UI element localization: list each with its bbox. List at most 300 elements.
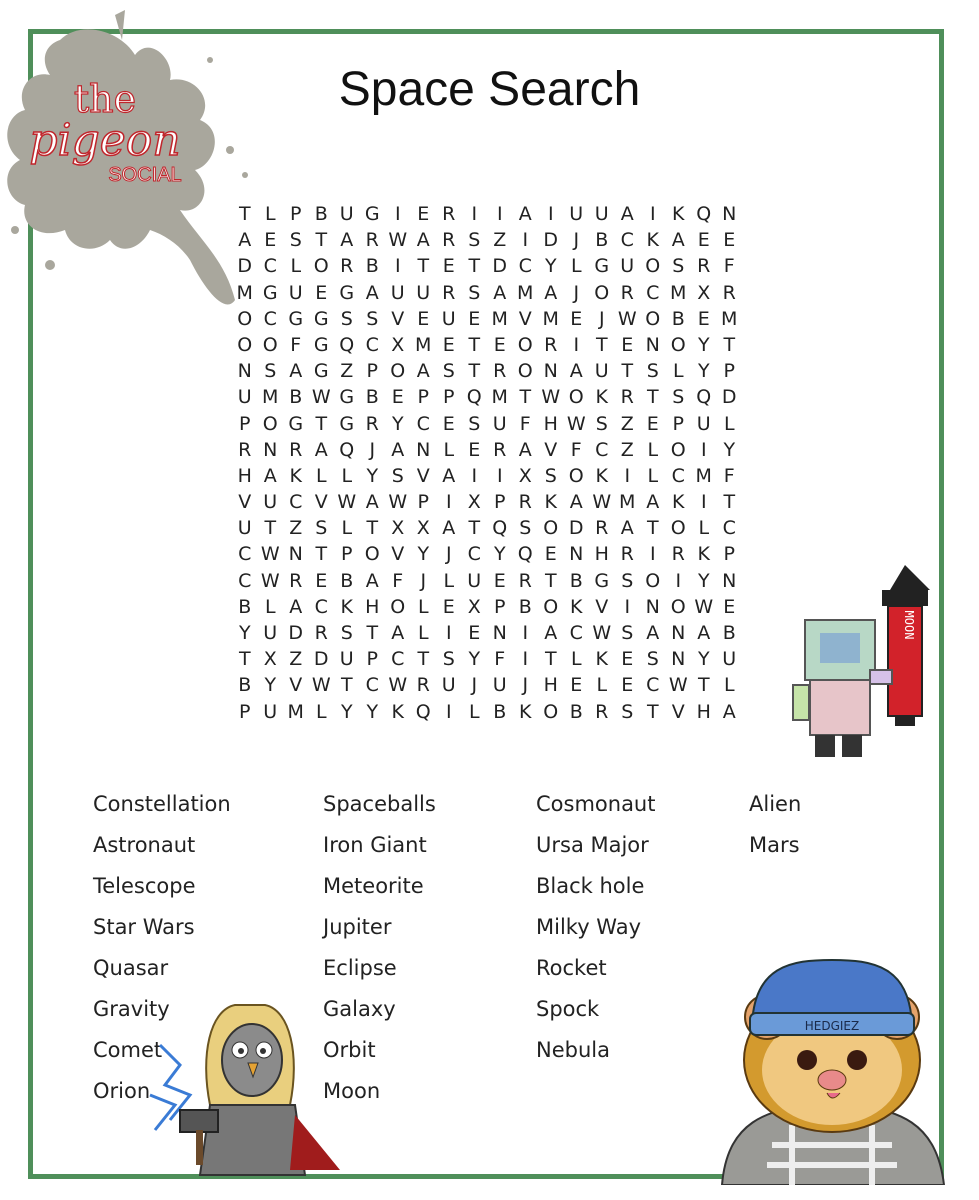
grid-letter: P	[494, 491, 506, 514]
grid-letter: P	[290, 203, 302, 225]
grid-letter: A	[518, 438, 532, 461]
grid-letter: X	[391, 517, 405, 540]
grid-letter: E	[723, 229, 736, 252]
grid-letter: O	[670, 517, 686, 540]
grid-letter: E	[544, 543, 557, 566]
grid-letter: S	[595, 412, 608, 435]
grid-letter: E	[570, 307, 583, 330]
grid-letter: T	[723, 491, 736, 514]
grid-letter: M	[619, 491, 636, 514]
grid-letter: W	[592, 622, 612, 644]
grid-letter: H	[365, 595, 380, 618]
grid-letter: F	[519, 412, 531, 435]
grid-letter: X	[391, 333, 405, 356]
grid-row	[232, 646, 742, 672]
grid-letter: A	[544, 622, 558, 644]
grid-letter: O	[517, 360, 533, 383]
grid-letter: U	[620, 255, 635, 278]
grid-letter: Q	[696, 203, 712, 225]
grid-letter: A	[569, 491, 583, 514]
grid-letter: K	[595, 464, 608, 487]
grid-letter: C	[314, 595, 328, 618]
search-word: Ursa Major	[536, 833, 649, 857]
grid-letter: Y	[238, 622, 251, 644]
grid-letter: T	[315, 412, 328, 435]
grid-letter: O	[364, 543, 380, 566]
grid-letter: R	[620, 386, 634, 409]
grid-letter: Y	[366, 464, 379, 487]
grid-letter: I	[496, 464, 503, 487]
grid-letter: R	[289, 438, 303, 461]
grid-letter: N	[543, 360, 558, 383]
grid-letter: U	[696, 412, 711, 435]
grid-letter: M	[721, 307, 738, 330]
grid-letter: S	[544, 464, 557, 487]
grid-row	[232, 568, 742, 594]
grid-letter: I	[649, 203, 656, 225]
grid-letter: E	[468, 307, 481, 330]
grid-letter: U	[237, 517, 252, 540]
grid-letter: J	[598, 307, 605, 330]
grid-letter: C	[595, 438, 609, 461]
grid-letter: S	[519, 517, 532, 540]
grid-letter: P	[341, 543, 353, 566]
grid-letter: K	[595, 386, 608, 409]
grid-letter: L	[264, 595, 276, 618]
grid-letter: Y	[264, 674, 277, 697]
grid-letter: L	[443, 569, 455, 592]
grid-letter: C	[263, 307, 277, 330]
grid-letter: T	[417, 648, 430, 671]
grid-letter: Z	[340, 360, 354, 383]
grid-letter: J	[420, 569, 427, 592]
grid-letter: I	[675, 569, 682, 592]
grid-letter: Y	[493, 543, 506, 566]
grid-letter: P	[672, 412, 684, 435]
grid-letter: A	[544, 281, 558, 304]
grid-letter: Q	[339, 333, 355, 356]
search-word: Jupiter	[323, 915, 392, 939]
grid-letter: J	[471, 674, 478, 697]
search-word: Nebula	[536, 1038, 610, 1062]
astronaut-rocket-sticker	[790, 565, 940, 765]
grid-letter: U	[263, 700, 278, 723]
grid-letter: P	[494, 595, 506, 618]
grid-letter: L	[417, 595, 429, 618]
grid-letter: R	[620, 543, 634, 566]
grid-letter: X	[416, 517, 430, 540]
grid-letter: V	[595, 595, 609, 618]
grid-letter: N	[645, 333, 660, 356]
grid-letter: N	[645, 595, 660, 618]
grid-letter: B	[365, 386, 379, 409]
grid-letter: M	[262, 386, 279, 409]
grid-letter: N	[722, 203, 737, 225]
grid-letter: W	[668, 674, 688, 697]
grid-letter: E	[442, 333, 455, 356]
grid-letter: V	[518, 307, 532, 330]
grid-letter: Y	[723, 438, 736, 461]
search-word: Constellation	[93, 792, 231, 816]
grid-letter: R	[365, 229, 379, 252]
grid-letter: T	[366, 517, 379, 540]
grid-letter: A	[493, 281, 507, 304]
grid-letter: D	[288, 622, 304, 644]
grid-letter: L	[672, 360, 684, 383]
grid-letter: T	[544, 648, 557, 671]
grid-letter: S	[468, 229, 481, 252]
grid-letter: T	[646, 517, 659, 540]
grid-letter: A	[263, 464, 277, 487]
grid-letter: A	[442, 517, 456, 540]
grid-letter: Y	[468, 648, 481, 671]
thor-pigeon-sticker	[140, 985, 350, 1180]
grid-letter: L	[647, 464, 659, 487]
grid-letter: P	[443, 386, 455, 409]
grid-letter: U	[416, 281, 431, 304]
grid-letter: E	[264, 229, 277, 252]
grid-letter: W	[388, 229, 408, 252]
grid-letter: S	[264, 360, 277, 383]
grid-letter: U	[339, 648, 354, 671]
grid-letter: I	[445, 491, 452, 514]
grid-row	[232, 489, 742, 515]
grid-letter: P	[366, 648, 378, 671]
grid-letter: A	[365, 491, 379, 514]
search-word: Galaxy	[323, 997, 396, 1021]
grid-letter: V	[416, 464, 430, 487]
grid-letter: P	[239, 700, 251, 723]
grid-letter: F	[723, 464, 735, 487]
grid-letter: U	[467, 569, 482, 592]
grid-letter: O	[543, 595, 559, 618]
grid-letter: U	[237, 386, 252, 409]
grid-letter: D	[492, 255, 508, 278]
grid-letter: D	[568, 517, 584, 540]
grid-letter: V	[671, 700, 685, 723]
grid-letter: A	[289, 595, 303, 618]
grid-letter: W	[592, 491, 612, 514]
grid-letter: W	[617, 307, 637, 330]
grid-letter: J	[573, 229, 580, 252]
grid-letter: L	[417, 622, 429, 644]
grid-letter: R	[595, 700, 609, 723]
grid-letter: I	[649, 543, 656, 566]
grid-letter: I	[445, 700, 452, 723]
grid-letter: S	[646, 648, 659, 671]
search-word: Orion	[93, 1079, 151, 1103]
grid-letter: V	[544, 438, 558, 461]
grid-letter: C	[722, 517, 736, 540]
grid-letter: B	[314, 203, 328, 225]
grid-letter: T	[646, 386, 659, 409]
grid-letter: S	[442, 360, 455, 383]
grid-row	[232, 280, 742, 306]
grid-letter: N	[671, 622, 686, 644]
grid-row	[232, 306, 742, 332]
grid-letter: R	[493, 360, 507, 383]
grid-letter: A	[671, 229, 685, 252]
grid-letter: A	[646, 622, 660, 644]
grid-letter: Q	[517, 543, 533, 566]
search-word: Orbit	[323, 1038, 376, 1062]
grid-letter: F	[290, 333, 302, 356]
grid-letter: C	[569, 622, 583, 644]
grid-letter: C	[365, 674, 379, 697]
grid-letter: O	[517, 333, 533, 356]
grid-letter: T	[468, 255, 481, 278]
grid-letter: S	[621, 700, 634, 723]
grid-letter: F	[494, 648, 506, 671]
grid-letter: N	[237, 360, 252, 383]
search-word: Rocket	[536, 956, 607, 980]
grid-letter: G	[313, 360, 329, 383]
search-word: Milky Way	[536, 915, 642, 939]
grid-letter: Y	[697, 569, 710, 592]
grid-letter: S	[289, 229, 302, 252]
grid-letter: S	[340, 307, 353, 330]
grid-letter: G	[313, 333, 329, 356]
page-title: Space Search	[338, 63, 641, 116]
grid-letter: O	[543, 700, 559, 723]
grid-letter: R	[442, 203, 456, 225]
grid-letter: M	[287, 700, 304, 723]
grid-letter: K	[391, 700, 404, 723]
grid-letter: O	[313, 255, 329, 278]
grid-letter: N	[671, 648, 686, 671]
word-column	[749, 790, 801, 872]
grid-row	[232, 699, 742, 725]
grid-letter: P	[417, 386, 429, 409]
grid-letter: S	[646, 360, 659, 383]
grid-letter: T	[366, 622, 379, 644]
grid-letter: W	[337, 491, 357, 514]
grid-letter: E	[442, 412, 455, 435]
grid-letter: X	[518, 464, 532, 487]
grid-letter: L	[341, 517, 353, 540]
grid-letter: U	[263, 622, 278, 644]
grid-letter: F	[392, 569, 404, 592]
grid-letter: A	[314, 438, 328, 461]
grid-letter: K	[697, 543, 710, 566]
grid-row	[232, 437, 742, 463]
grid-letter: G	[262, 281, 278, 304]
grid-letter: J	[369, 438, 376, 461]
grid-letter: Z	[620, 438, 634, 461]
grid-letter: R	[620, 281, 634, 304]
grid-letter: U	[722, 648, 737, 671]
grid-letter: G	[339, 281, 355, 304]
search-word: Comet	[93, 1038, 163, 1062]
grid-letter: A	[620, 203, 634, 225]
grid-letter: A	[697, 622, 711, 644]
grid-letter: U	[390, 281, 405, 304]
grid-letter: W	[260, 569, 280, 592]
grid-letter: T	[264, 517, 277, 540]
grid-letter: O	[237, 333, 253, 356]
beanie-label: HEDGIEZ	[804, 1019, 860, 1033]
grid-letter: I	[445, 622, 452, 644]
grid-row	[232, 227, 742, 253]
grid-letter: A	[416, 360, 430, 383]
grid-row	[232, 201, 742, 227]
grid-letter: V	[391, 307, 405, 330]
grid-letter: C	[289, 491, 303, 514]
grid-letter: R	[238, 438, 252, 461]
grid-letter: R	[518, 491, 532, 514]
grid-letter: L	[723, 674, 735, 697]
grid-row	[232, 358, 742, 384]
grid-letter: A	[722, 700, 736, 723]
grid-letter: X	[263, 648, 277, 671]
grid-letter: O	[262, 333, 278, 356]
grid-letter: Z	[289, 648, 303, 671]
grid-letter: R	[289, 569, 303, 592]
grid-letter: O	[645, 569, 661, 592]
grid-letter: N	[416, 438, 431, 461]
grid-letter: C	[238, 569, 252, 592]
grid-letter: A	[391, 438, 405, 461]
grid-letter: I	[624, 595, 631, 618]
search-word: Star Wars	[93, 915, 195, 939]
grid-letter: A	[569, 360, 583, 383]
grid-letter: P	[723, 360, 735, 383]
grid-letter: U	[288, 281, 303, 304]
grid-letter: Z	[493, 229, 507, 252]
grid-letter: S	[672, 386, 685, 409]
grid-letter: B	[595, 229, 609, 252]
grid-letter: I	[496, 203, 503, 225]
grid-letter: R	[340, 255, 354, 278]
grid-letter: L	[315, 700, 327, 723]
grid-letter: D	[721, 386, 737, 409]
grid-letter: P	[723, 543, 735, 566]
grid-letter: Z	[620, 412, 634, 435]
grid-letter: I	[522, 648, 529, 671]
grid-letter: Q	[415, 700, 431, 723]
search-word: Meteorite	[323, 874, 424, 898]
grid-row	[232, 672, 742, 698]
grid-letter: K	[672, 203, 685, 225]
grid-letter: S	[366, 307, 379, 330]
grid-letter: R	[518, 569, 532, 592]
grid-letter: I	[700, 438, 707, 461]
grid-letter: O	[670, 438, 686, 461]
search-word: Spaceballs	[323, 792, 436, 816]
grid-letter: A	[416, 229, 430, 252]
grid-letter: T	[621, 360, 634, 383]
grid-letter: T	[340, 674, 353, 697]
grid-letter: K	[570, 595, 583, 618]
grid-letter: S	[672, 255, 685, 278]
grid-letter: C	[671, 464, 685, 487]
search-word: Telescope	[93, 874, 196, 898]
grid-letter: B	[289, 386, 303, 409]
grid-letter: U	[569, 203, 584, 225]
grid-letter: O	[670, 595, 686, 618]
grid-letter: C	[646, 281, 660, 304]
grid-letter: B	[238, 595, 252, 618]
grid-letter: I	[471, 203, 478, 225]
grid-letter: E	[621, 333, 634, 356]
grid-letter: E	[468, 438, 481, 461]
grid-letter: T	[468, 360, 481, 383]
grid-row	[232, 515, 742, 541]
grid-letter: Q	[696, 386, 712, 409]
grid-row	[232, 253, 742, 279]
grid-letter: A	[365, 569, 379, 592]
grid-letter: G	[288, 412, 304, 435]
grid-letter: B	[238, 674, 252, 697]
grid-letter: N	[288, 543, 303, 566]
grid-letter: L	[290, 255, 302, 278]
grid-letter: K	[672, 491, 685, 514]
grid-letter: Y	[366, 700, 379, 723]
grid-letter: O	[594, 281, 610, 304]
grid-letter: E	[442, 595, 455, 618]
grid-letter: P	[366, 360, 378, 383]
grid-letter: N	[492, 622, 507, 644]
grid-row	[232, 594, 742, 620]
grid-letter: O	[390, 595, 406, 618]
grid-letter: U	[441, 674, 456, 697]
grid-letter: T	[723, 333, 736, 356]
grid-letter: B	[518, 595, 532, 618]
grid-letter: E	[697, 229, 710, 252]
grid-letter: L	[443, 438, 455, 461]
grid-letter: E	[723, 595, 736, 618]
grid-letter: N	[722, 569, 737, 592]
grid-letter: F	[570, 438, 582, 461]
grid-letter: U	[594, 360, 609, 383]
grid-letter: K	[595, 648, 608, 671]
grid-letter: A	[646, 491, 660, 514]
grid-letter: B	[569, 569, 583, 592]
grid-row	[232, 463, 742, 489]
grid-letter: E	[315, 569, 328, 592]
grid-letter: E	[417, 307, 430, 330]
grid-letter: U	[339, 203, 354, 225]
grid-row	[232, 620, 742, 646]
grid-letter: Y	[340, 700, 353, 723]
grid-letter: I	[394, 203, 401, 225]
grid-letter: T	[238, 203, 251, 225]
grid-letter: B	[493, 700, 507, 723]
grid-letter: E	[468, 622, 481, 644]
grid-letter: O	[390, 360, 406, 383]
search-word: Iron Giant	[323, 833, 427, 857]
grid-letter: E	[391, 386, 404, 409]
grid-letter: C	[620, 229, 634, 252]
grid-letter: T	[519, 386, 532, 409]
grid-letter: E	[417, 203, 430, 225]
grid-letter: G	[339, 412, 355, 435]
grid-letter: I	[522, 622, 529, 644]
grid-letter: K	[646, 229, 659, 252]
grid-letter: E	[315, 281, 328, 304]
grid-letter: O	[568, 386, 584, 409]
grid-letter: S	[621, 569, 634, 592]
search-word: Gravity	[93, 997, 170, 1021]
grid-letter: P	[239, 412, 251, 435]
grid-letter: X	[697, 281, 711, 304]
grid-letter: W	[311, 386, 331, 409]
grid-letter: B	[340, 569, 354, 592]
grid-letter: V	[314, 491, 328, 514]
grid-letter: T	[468, 517, 481, 540]
grid-letter: T	[238, 648, 251, 671]
search-word: Moon	[323, 1079, 381, 1103]
